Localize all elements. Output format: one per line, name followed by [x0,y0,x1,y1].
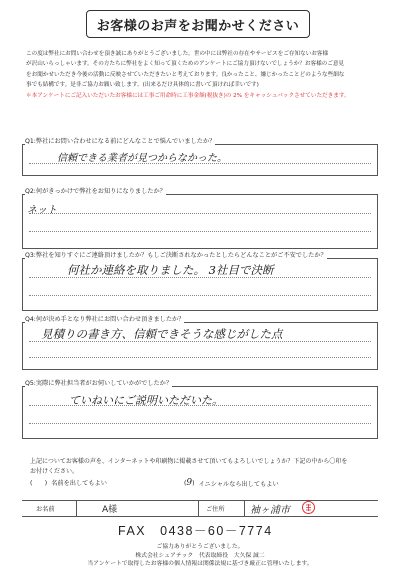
option-label: イニシャルなら出してもよい [198,480,279,488]
option-initial-ok[interactable] [184,478,279,488]
question-2-answer[interactable]: ネット [27,205,57,216]
divider [198,501,199,516]
question-4-box [22,316,378,370]
question-4-answer[interactable]: 見積りの書き方、信頼できそうな感じがした点 [41,327,283,341]
question-1-box [22,138,378,176]
consent-line: お付けください。 [30,468,79,475]
name-label: お名前 [36,506,55,513]
divider [76,501,77,516]
ruled-line [29,231,371,232]
hanko-stamp [302,501,315,514]
question-5-label: Q5:実際に弊社担当者がお伺いしていかがでしたか？ [25,380,173,387]
option-checkbox[interactable]: ( ) [30,480,48,487]
address-label: ご住所 [206,506,225,513]
divider [244,501,245,516]
intro-line: 事でも結構です。是非ご協力お願い致します。(出来るだけ具体的に書いて頂ければ幸いです) [26,82,259,89]
question-3-label: Q3:弊社を知りすぐにご連絡頂けましたか？もしご決断されなかったとしたらどんなことがご不安でしたか？ [25,252,327,259]
consent-text [30,457,380,477]
question-2-label: Q2:何がきっかけで弊社をお知りになりましたか？ [25,188,166,195]
address-value[interactable]: 袖ヶ浦市 [250,505,290,516]
footer-privacy: 当アンケートで取得したお客様の個人情報は関係法規に基づき厳正に管理いたします。 [87,561,313,567]
fax-number: FAX 0438－60－7774 [118,524,273,538]
ruled-line [29,213,371,214]
question-4-label: Q4:何が決め手となり弊社にお問い合わせ頂きましたか？ [25,316,185,323]
intro-text [26,49,380,101]
name-address-row [22,500,378,517]
option-label: 名前を出してもよい [51,480,107,487]
ruled-line [29,295,371,296]
question-1-answer[interactable]: 信頼できる業者が見つからなかった。 [57,153,227,164]
option-checkbox[interactable]: (9) [184,478,195,488]
intro-line: をお聞かせいただき今後の活動に反映させていただきたいと考えております。良かったこと、嫌じかったことどのような些細な [26,71,345,78]
question-5-box [22,380,378,439]
question-1-label: Q1:弊社にお問い合わせになる前にどんなことで悩んでいましたか？ [25,138,216,145]
ruled-line [29,357,371,358]
selected-mark: 9 [186,478,193,488]
name-value[interactable]: A様 [102,505,118,515]
intro-line: が沢山いらっしゃいます。その方たちに弊社をよく知って頂くためのアンケートにご協力頂けないでしょうか？お客様のご意見 [26,61,345,68]
consent-line: 上記についてお客様の声を、インターネットや印刷物に掲載させて頂いてもよろしいでしょうか？下記の中から〇印を [30,458,348,465]
question-5-answer[interactable]: ていねいにご説明いただいた。 [69,394,223,407]
footer-company: 株式会社シェアテック 代表取締役 大久保 誠二 [135,553,265,559]
option-name-ok[interactable] [30,478,107,487]
question-3-answer[interactable]: 何社か連絡を取りました。 3社目で決断 [67,263,274,277]
intro-line: この度は弊社にお問い合わせを頂き誠にありがとうございました。世の中には弊社の存在やサービスをご存知ないお客様 [26,51,329,57]
footer-thanks: ご協力ありがとうございました。 [156,544,244,550]
cashback-note: ＊本アンケートにご記入いただいたお客様には工事ご用命時に工事金額(税抜き)の 2% をキャッシュバックさせていただきます。 [26,92,350,99]
question-2-box [22,188,378,249]
page-title: お客様のお声をお聞かせください [86,10,310,38]
ruled-line [29,423,371,424]
question-3-box [22,252,378,311]
